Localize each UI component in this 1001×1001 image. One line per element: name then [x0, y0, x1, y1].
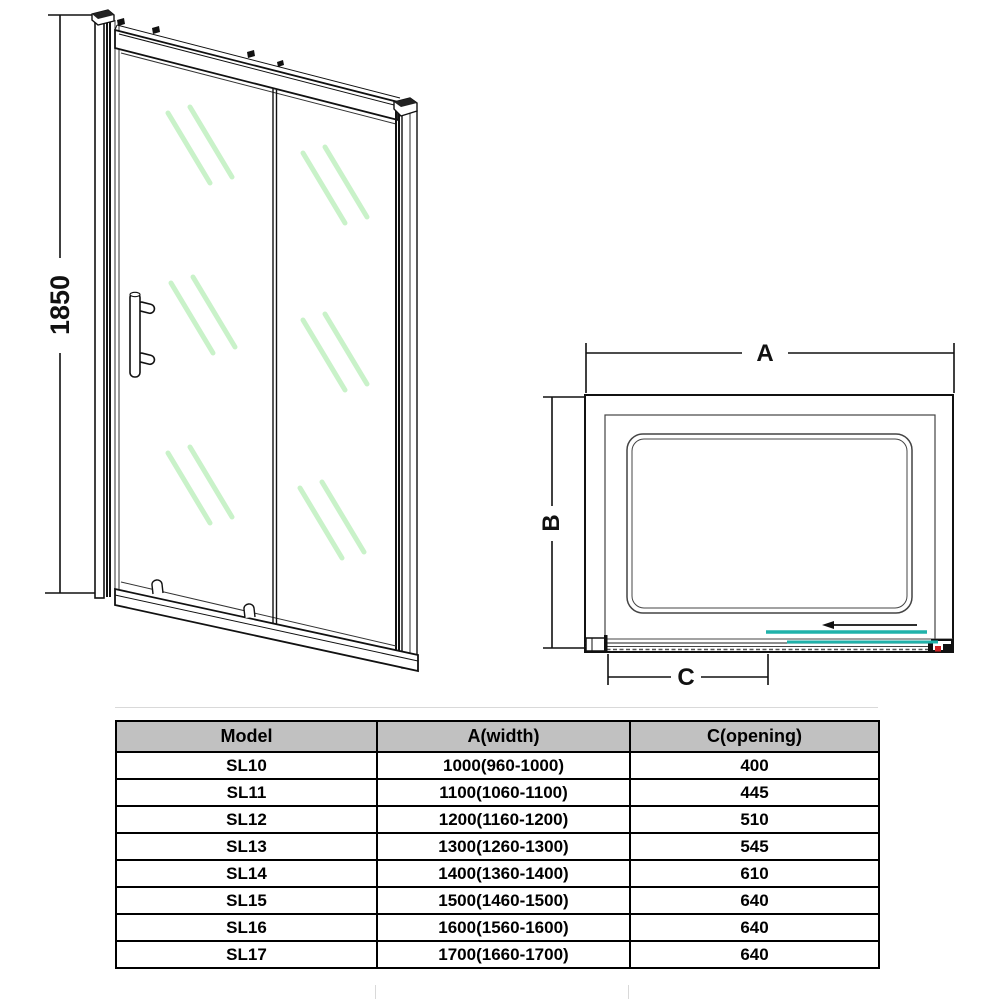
cell-c-opening: 445 [630, 779, 879, 806]
table-row [116, 914, 879, 941]
cell-c-opening: 400 [630, 752, 879, 779]
cell-a-width: 1400(1360-1400) [377, 860, 630, 887]
cell-model: SL14 [116, 860, 377, 887]
cell-a-width: 1500(1460-1500) [377, 887, 630, 914]
left-wall-profile-plan [586, 635, 608, 651]
table-row [116, 941, 879, 968]
table-row [116, 806, 879, 833]
header-c-opening: C(opening) [630, 721, 879, 752]
cell-model: SL12 [116, 806, 377, 833]
door-panel-divider [273, 89, 277, 624]
height-dimension-label: 1850 [45, 274, 75, 336]
bottom-roller-icon [152, 580, 163, 594]
header-a-width: A(width) [377, 721, 630, 752]
right-wall-profile [394, 98, 417, 668]
grid-artifact-line [115, 707, 878, 708]
cell-c-opening: 510 [630, 806, 879, 833]
bottom-rail [115, 580, 418, 671]
glass-shine-marks [168, 107, 367, 558]
width-dimension [586, 340, 954, 393]
grid-artifact-line [628, 985, 629, 999]
top-view-drawing [530, 330, 980, 700]
spec-table [115, 720, 880, 969]
table-row [116, 860, 879, 887]
cell-a-width: 1700(1660-1700) [377, 941, 630, 968]
depth-dimension [538, 397, 585, 648]
height-dimension [45, 15, 95, 593]
table-row [116, 752, 879, 779]
grid-artifact-line [375, 985, 376, 999]
cell-a-width: 1200(1160-1200) [377, 806, 630, 833]
seal-detail [935, 646, 941, 652]
table-row [116, 833, 879, 860]
cell-model: SL15 [116, 887, 377, 914]
table-row [116, 779, 879, 806]
cell-c-opening: 545 [630, 833, 879, 860]
cell-c-opening: 610 [630, 860, 879, 887]
front-view-drawing [40, 5, 440, 695]
cell-model: SL13 [116, 833, 377, 860]
depth-dimension-label: B [538, 514, 565, 532]
width-dimension-label: A [756, 340, 774, 367]
cell-c-opening: 640 [630, 887, 879, 914]
cell-model: SL10 [116, 752, 377, 779]
table-row [116, 887, 879, 914]
top-rail [115, 18, 400, 124]
bottom-roller-icon [244, 604, 255, 618]
door-handle [130, 292, 155, 377]
cell-c-opening: 640 [630, 941, 879, 968]
cell-a-width: 1100(1060-1100) [377, 779, 630, 806]
opening-dimension-label: C [677, 664, 695, 691]
cell-a-width: 1600(1560-1600) [377, 914, 630, 941]
cell-model: SL17 [116, 941, 377, 968]
cell-model: SL11 [116, 779, 377, 806]
table-header-row [116, 721, 879, 752]
left-wall-profile [92, 10, 119, 598]
cell-a-width: 1000(960-1000) [377, 752, 630, 779]
cell-a-width: 1300(1260-1300) [377, 833, 630, 860]
cell-c-opening: 640 [630, 914, 879, 941]
opening-dimension [608, 654, 768, 691]
header-model: Model [116, 721, 377, 752]
cell-model: SL16 [116, 914, 377, 941]
